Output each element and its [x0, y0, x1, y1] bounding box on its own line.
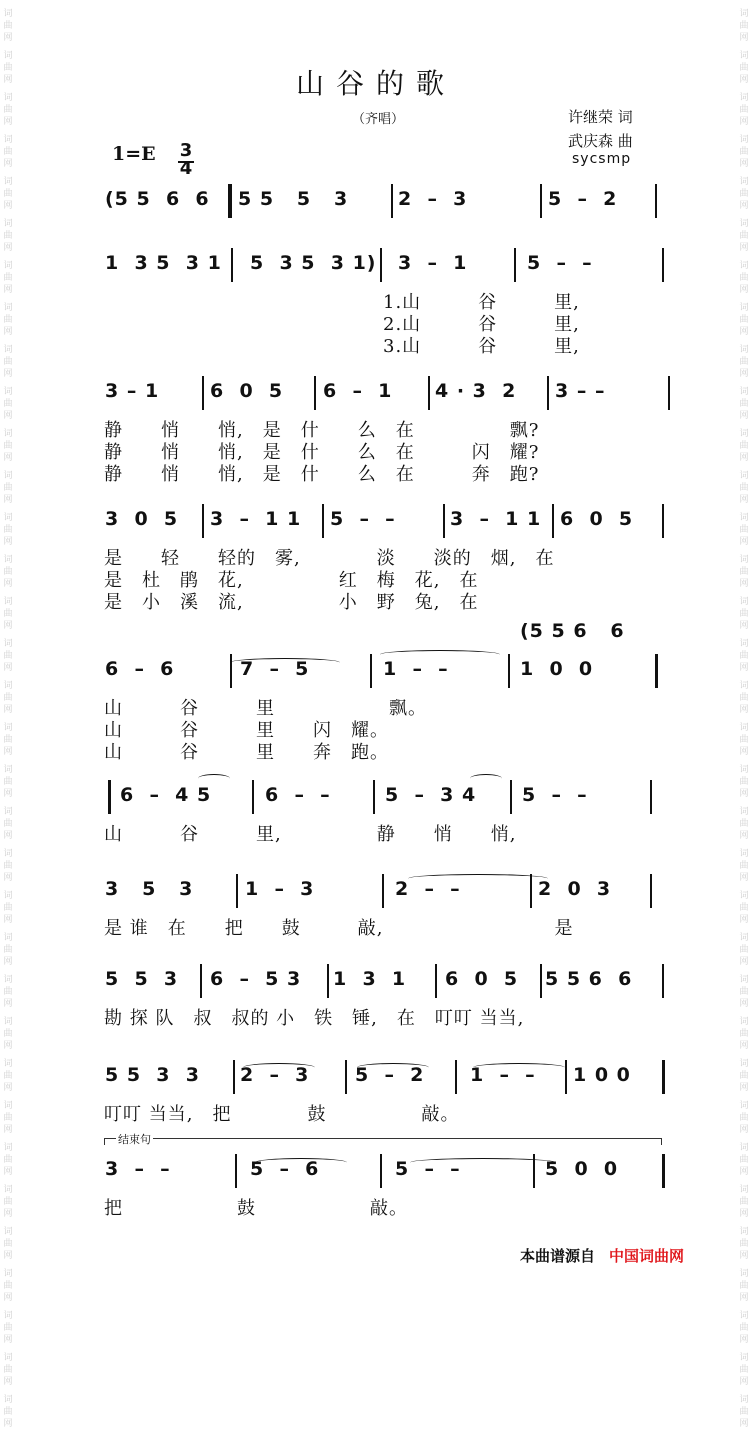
- bar-line: [380, 248, 382, 282]
- bar-line: [443, 504, 445, 538]
- watermark-text: 词 曲 网: [3, 807, 13, 841]
- watermark-text: 词 曲 网: [3, 1227, 13, 1261]
- measure-notes: 6 – –: [265, 784, 331, 806]
- lyric-line: 静 悄 悄, 是 什 么 在 闪 耀?: [104, 442, 540, 463]
- measure-notes: 5 5 3: [105, 968, 179, 990]
- bar-line: [370, 654, 372, 688]
- watermark-text: 词 曲 网: [3, 1269, 13, 1303]
- lyric-line: 1.山 谷 里,: [383, 292, 580, 313]
- watermark-text: 词 曲 网: [739, 1017, 749, 1051]
- watermark-text: 词 曲 网: [3, 975, 13, 1009]
- measure-notes: 6 – 5 3: [210, 968, 302, 990]
- watermark-text: 词 曲 网: [3, 681, 13, 715]
- measure-notes: 1 0 0: [573, 1064, 631, 1086]
- watermark-text: 词 曲 网: [739, 597, 749, 631]
- lyric-line: 把 鼓 敲。: [104, 1198, 408, 1219]
- bar-line: [668, 376, 670, 410]
- watermark-text: 词 曲 网: [3, 303, 13, 337]
- watermark-text: 词 曲 网: [3, 135, 13, 169]
- measure-notes: 2 – 3: [240, 1064, 310, 1086]
- measure-notes: 5 5 3 3: [105, 1064, 200, 1086]
- bar-line: [650, 780, 652, 814]
- lyric-line: 叮叮 当当, 把 鼓 敲。: [104, 1104, 460, 1125]
- watermark-text: 词 曲 网: [3, 1017, 13, 1051]
- watermark-text: 词 曲 网: [3, 639, 13, 673]
- bar-line: [345, 1060, 347, 1094]
- bar-line: [391, 184, 393, 218]
- bar-line: [655, 654, 658, 688]
- footer: [520, 1245, 684, 1266]
- watermark-text: 词 曲 网: [739, 765, 749, 799]
- composer-credit: 武庆森 曲: [568, 132, 633, 150]
- watermark-text: 词 曲 网: [739, 1269, 749, 1303]
- measure-notes: 4 · 3 2: [435, 380, 517, 402]
- watermark-text: 词 曲 网: [739, 1185, 749, 1219]
- watermark-text: 词 曲 网: [3, 387, 13, 421]
- watermark-text: 词 曲 网: [739, 639, 749, 673]
- watermark-text: 词 曲 网: [739, 1395, 749, 1429]
- measure-notes: 1 – –: [470, 1064, 536, 1086]
- measure-notes: 5 – –: [395, 1158, 461, 1180]
- measure-notes: 6 0 5: [445, 968, 519, 990]
- watermark-text: 词 曲 网: [739, 1143, 749, 1177]
- watermark-text: 词 曲 网: [739, 513, 749, 547]
- watermark-text: 词 曲 网: [3, 1311, 13, 1345]
- lyric-line: 山 谷 里 飘。: [104, 698, 427, 719]
- bar-line: [662, 1154, 665, 1188]
- watermark-text: 词 曲 网: [3, 1353, 13, 1387]
- watermark-text: 词 曲 网: [3, 93, 13, 127]
- slur-mark: [255, 1158, 347, 1167]
- measure-notes: 5 – 2: [548, 188, 618, 210]
- watermark-text: 词 曲 网: [739, 1353, 749, 1387]
- bar-line: [662, 964, 664, 998]
- watermark-text: 词 曲 网: [739, 555, 749, 589]
- watermark-text: 词 曲 网: [3, 429, 13, 463]
- measure-notes: 5 5 6 6: [545, 968, 633, 990]
- ending-bracket: [104, 1138, 662, 1145]
- slur-mark: [198, 774, 230, 783]
- measure-notes: 2 – –: [395, 878, 461, 900]
- watermark-text: 词 曲 网: [3, 51, 13, 85]
- bar-line: [508, 654, 510, 688]
- measure-notes: 5 – 6: [250, 1158, 320, 1180]
- watermark-text: 词 曲 网: [739, 471, 749, 505]
- key-signature: 1=E: [112, 143, 156, 165]
- bar-line: [540, 964, 542, 998]
- measure-notes: 1 3 5 3 1: [105, 252, 222, 274]
- watermark-right: [736, 0, 752, 1429]
- measure-notes: 2 – 3: [398, 188, 468, 210]
- repeat-start-bar: [228, 184, 231, 218]
- bar-line: [230, 654, 232, 688]
- measure-notes: 6 0 5: [560, 508, 634, 530]
- measure-notes: 5 – 3 4: [385, 784, 477, 806]
- bar-line: [200, 964, 202, 998]
- watermark-text: 词 曲 网: [739, 219, 749, 253]
- measure-notes: 5 – –: [527, 252, 593, 274]
- watermark-text: 词 曲 网: [739, 135, 749, 169]
- lyric-line: 勘 探 队 叔 叔的 小 铁 锤, 在 叮叮 当当,: [104, 1008, 525, 1029]
- bar-line: [547, 376, 549, 410]
- bar-line: [236, 874, 238, 908]
- watermark-text: 词 曲 网: [739, 807, 749, 841]
- watermark-text: 词 曲 网: [739, 681, 749, 715]
- watermark-text: 词 曲 网: [3, 345, 13, 379]
- watermark-text: 词 曲 网: [3, 723, 13, 757]
- slur-mark: [230, 658, 340, 667]
- lyric-line: 山 谷 里 奔 跑。: [104, 742, 389, 763]
- watermark-text: 词 曲 网: [3, 765, 13, 799]
- measure-notes: 3 – –: [105, 1158, 171, 1180]
- bar-line: [314, 376, 316, 410]
- measure-notes: 1 – –: [383, 658, 449, 680]
- watermark-text: 词 曲 网: [739, 429, 749, 463]
- measure-notes: 5 5 5 3: [238, 188, 349, 210]
- song-title: 山谷的歌: [295, 67, 456, 100]
- measure-notes: 3 5 3: [105, 878, 194, 900]
- watermark-text: 词 曲 网: [739, 51, 749, 85]
- bar-line: [428, 376, 430, 410]
- slur-mark: [470, 774, 502, 783]
- bar-line: [540, 184, 542, 218]
- bar-line: [373, 780, 375, 814]
- bar-line: [231, 248, 233, 282]
- ending-label: 结束句: [118, 1133, 151, 1146]
- lyric-line: 是 杜 鹃 花, 红 梅 花, 在: [104, 570, 479, 591]
- bar-line: [322, 504, 324, 538]
- watermark-text: 词 曲 网: [3, 219, 13, 253]
- watermark-text: 词 曲 网: [739, 975, 749, 1009]
- bar-line: [552, 504, 554, 538]
- measure-notes: 5 3 5 3 1): [250, 252, 377, 274]
- bar-line: [662, 504, 664, 538]
- measure-notes: 7 – 5: [240, 658, 310, 680]
- watermark-text: 词 曲 网: [739, 303, 749, 337]
- watermark-text: 词 曲 网: [3, 849, 13, 883]
- measure-notes: (5 5 6 6: [105, 188, 210, 210]
- watermark-text: 词 曲 网: [739, 891, 749, 925]
- lyricist-credit: 许继荣 词: [568, 108, 633, 126]
- bar-line: [380, 1154, 382, 1188]
- bar-line: [662, 248, 664, 282]
- interlude-notes: (5 5 6 6: [520, 620, 625, 642]
- watermark-text: 词 曲 网: [3, 597, 13, 631]
- watermark-text: 词 曲 网: [3, 1143, 13, 1177]
- watermark-text: 词 曲 网: [3, 1395, 13, 1429]
- measure-notes: 5 0 0: [545, 1158, 619, 1180]
- measure-notes: 3 – 1: [398, 252, 468, 274]
- bar-line: [650, 874, 652, 908]
- bar-line: [435, 964, 437, 998]
- watermark-text: 词 曲 网: [739, 849, 749, 883]
- slur-mark: [380, 650, 500, 659]
- measure-notes: 3 – 1: [105, 380, 160, 402]
- measure-notes: 6 – 1: [323, 380, 393, 402]
- bar-line: [662, 1060, 665, 1094]
- lyric-line: 是 小 溪 流, 小 野 兔, 在: [104, 592, 479, 613]
- bar-line: [202, 376, 204, 410]
- watermark-text: 词 曲 网: [739, 933, 749, 967]
- bar-line: [510, 780, 512, 814]
- watermark-text: 词 曲 网: [3, 1059, 13, 1093]
- slur-mark: [410, 1158, 556, 1167]
- measure-notes: 1 3 1: [333, 968, 407, 990]
- slur-mark: [408, 874, 548, 883]
- slur-mark: [473, 1063, 565, 1072]
- watermark-text: 词 曲 网: [739, 9, 749, 43]
- slur-mark: [357, 1063, 429, 1072]
- bar-line: [252, 780, 254, 814]
- measure-notes: 6 – 4 5: [120, 784, 212, 806]
- bar-line: [235, 1154, 237, 1188]
- measure-notes: 5 – –: [330, 508, 396, 530]
- time-signature-bottom: 4: [179, 158, 193, 179]
- bar-line: [327, 964, 329, 998]
- watermark-text: 词 曲 网: [3, 177, 13, 211]
- lyric-line: 静 悄 悄, 是 什 么 在 奔 跑?: [104, 464, 540, 485]
- watermark-text: 词 曲 网: [3, 933, 13, 967]
- measure-notes: 5 – –: [522, 784, 588, 806]
- watermark-text: 词 曲 网: [3, 1101, 13, 1135]
- watermark-text: 词 曲 网: [3, 555, 13, 589]
- measure-notes: 6 – 6: [105, 658, 175, 680]
- watermark-text: 词 曲 网: [739, 1101, 749, 1135]
- repeat-start-bar: [108, 780, 111, 814]
- performance-note: （齐唱）: [352, 112, 405, 127]
- lyric-line: 山 谷 里 闪 耀。: [104, 720, 389, 741]
- watermark-text: 词 曲 网: [739, 345, 749, 379]
- lyric-line: 3.山 谷 里,: [383, 336, 580, 357]
- lyric-line: 是 谁 在 把 鼓 敲, 是: [104, 918, 574, 939]
- watermark-text: 词 曲 网: [739, 387, 749, 421]
- footer-site-name: 中国词曲网: [609, 1247, 685, 1265]
- watermark-text: 词 曲 网: [3, 471, 13, 505]
- measure-notes: 1 – 3: [245, 878, 315, 900]
- measure-notes: 2 0 3: [538, 878, 612, 900]
- lyric-line: 2.山 谷 里,: [383, 314, 580, 335]
- slur-mark: [243, 1063, 315, 1072]
- bar-line: [202, 504, 204, 538]
- lyric-line: 静 悄 悄, 是 什 么 在 飘?: [104, 420, 540, 441]
- watermark-text: 词 曲 网: [3, 1185, 13, 1219]
- watermark-text: 词 曲 网: [739, 723, 749, 757]
- lyric-line: 山 谷 里, 静 悄 悄,: [104, 824, 517, 845]
- measure-notes: 6 0 5: [210, 380, 284, 402]
- lyric-line: 是 轻 轻的 雾, 淡 淡的 烟, 在: [104, 548, 555, 569]
- watermark-text: 词 曲 网: [3, 9, 13, 43]
- bar-line: [382, 874, 384, 908]
- bar-line: [565, 1060, 567, 1094]
- measure-notes: 3 0 5: [105, 508, 179, 530]
- measure-notes: 5 – 2: [355, 1064, 425, 1086]
- watermark-text: 词 曲 网: [739, 177, 749, 211]
- watermark-text: 词 曲 网: [3, 891, 13, 925]
- measure-notes: 3 – 1 1: [450, 508, 542, 530]
- bar-line: [455, 1060, 457, 1094]
- watermark-text: 词 曲 网: [739, 261, 749, 295]
- measure-notes: 3 – 1 1: [210, 508, 302, 530]
- bar-line: [233, 1060, 235, 1094]
- watermark-text: 词 曲 网: [739, 1059, 749, 1093]
- site-credit: sycsmp: [572, 151, 632, 167]
- bar-line: [514, 248, 516, 282]
- footer-source: 本曲谱源自: [520, 1247, 596, 1265]
- watermark-text: 词 曲 网: [739, 1227, 749, 1261]
- bar-line: [655, 184, 657, 218]
- watermark-text: 词 曲 网: [739, 93, 749, 127]
- time-signature-top: 3: [179, 140, 193, 161]
- watermark-text: 词 曲 网: [739, 1311, 749, 1345]
- measure-notes: 3 – –: [555, 380, 606, 402]
- measure-notes: 1 0 0: [520, 658, 594, 680]
- watermark-left: [0, 0, 16, 1429]
- watermark-text: 词 曲 网: [3, 513, 13, 547]
- watermark-text: 词 曲 网: [3, 261, 13, 295]
